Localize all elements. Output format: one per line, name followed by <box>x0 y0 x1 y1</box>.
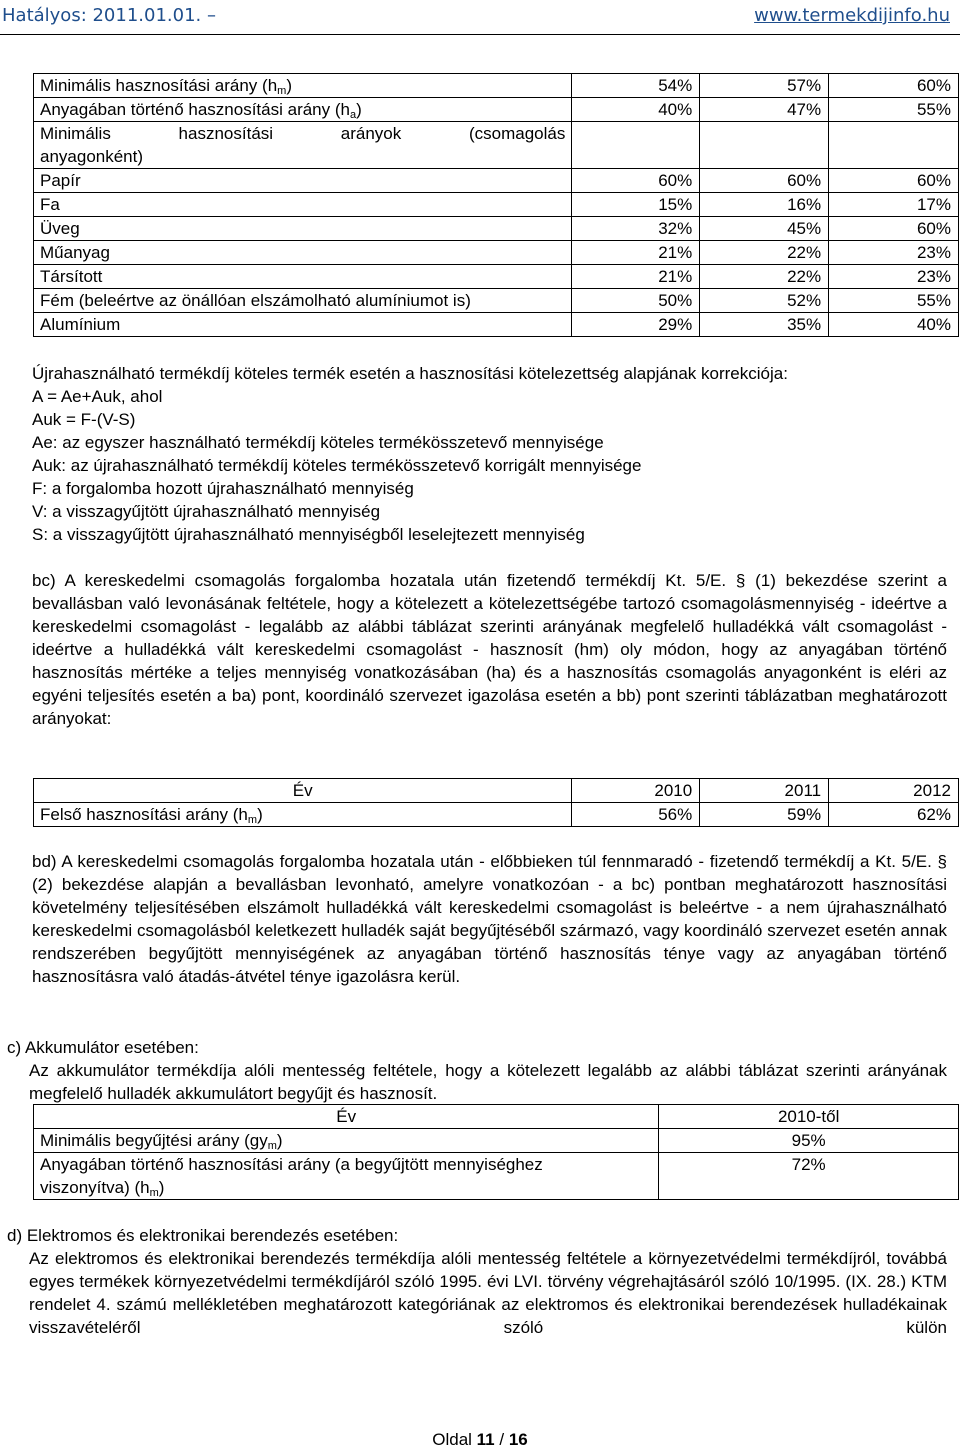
year-cell: 2011 <box>700 779 829 803</box>
formula-line: F: a forgalomba hozott újrahasználható mennyiség <box>32 479 414 498</box>
table-row <box>34 265 959 289</box>
cell-value: 45% <box>700 217 829 241</box>
website-link[interactable]: www.termekdijinfo.hu <box>754 5 950 26</box>
table-row <box>34 313 959 337</box>
page-label: Oldal <box>432 1430 472 1449</box>
year-header: Év <box>34 1105 659 1129</box>
formula-line: Auk = F-(V-S) <box>32 410 136 429</box>
cell-value: 15% <box>572 193 700 217</box>
row-label: Papír <box>34 169 572 193</box>
year-cell: 2012 <box>829 779 959 803</box>
cell-value: 32% <box>572 217 700 241</box>
row-label: Felső hasznosítási arány $(h_m)$ <box>34 803 572 827</box>
formula-line: A = Ae+Auk, ahol <box>32 387 163 406</box>
page-separator: / <box>499 1430 505 1449</box>
table-row <box>34 1129 959 1153</box>
row-label: Minimális hasznosítási arányok (csomagolás anyagonként) <box>34 122 572 169</box>
formula-line: Újrahasználható termékdíj köteles termék esetén a hasznosítási kötelezettség alapjának korrekciója: <box>32 364 788 383</box>
table-row <box>34 122 959 169</box>
table-row <box>34 803 959 827</box>
cell-value: 57% <box>700 74 829 98</box>
cell-value: 56% <box>572 803 700 827</box>
cell-value <box>700 122 829 169</box>
utilization-rates-table <box>33 73 959 337</box>
table-row <box>34 193 959 217</box>
cell-value: 40% <box>572 98 700 122</box>
cell-value: 23% <box>829 265 959 289</box>
paragraph-text: bc) A kereskedelmi csomagolás forgalomba hozatala után fizetendő termékdíj Kt. 5/E. § (1) bekezdése szerint a bevallásban való levonásának feltétele, hogy a kötelezett a kötelezettségébe tartozó csomagolásmennyiség - ideértve a kereskedelmi csomagolást - legalább az alábbi táblázat szerinti arányának megfelelő hulladékká vált csomagolást - ideértve a hulladékká vált kereskedelmi csomagolást - hasznosít (hm) oly módon, hogy az anyagában történő hasznosítás mértéke a teljes mennyiség vonatkozásában (ha) és a hasznosítás csomagolás anyagonként is eléri az egyéni teljesítés esetén a ba) pont, koordináló szervezet igazolása esetén a bb) pont szerinti táblázatban meghatározott arányokat: <box>32 571 947 728</box>
row-label: Anyagában történő hasznosítási arány $(h_a)$ <box>34 98 572 122</box>
row-label: Műanyag <box>34 241 572 265</box>
section-text: Az elektromos és elektronikai berendezés termékdíja alóli mentesség feltétele a környezetvédelmi termékdíjról, továbbá egyes termékek környezetvédelmi termékdíjáról szóló 1995. évi LVI. törvény végrehajtásáról szóló 10/1995. (IX. 28.) KTM rendelet 4. számú mellékletében meghatározott kategóriának az elektromos és elektronikai berendezések hulladékainak visszavételéről szóló külön <box>29 1249 947 1337</box>
row-label: Anyagában történő hasznosítási arány (a begyűjtött mennyiséghez viszonyítva) $(h_m)$ <box>34 1153 659 1200</box>
cell-value <box>572 122 700 169</box>
cell-value: 95% <box>659 1129 959 1153</box>
table-row <box>34 74 959 98</box>
cell-value: 21% <box>572 265 700 289</box>
table-row <box>34 217 959 241</box>
page-current: 11 <box>476 1430 495 1449</box>
paragraph-bc <box>32 569 947 730</box>
row-label: Minimális begyűjtési arány $(gy_m)$ <box>34 1129 659 1153</box>
battery-table <box>33 1104 959 1200</box>
paragraph-bd <box>32 850 947 988</box>
cell-value: 22% <box>700 265 829 289</box>
formula-line: Auk: az újrahasználható termékdíj köteles termékösszetevő korrigált mennyisége <box>32 456 642 475</box>
validity-date: Hatályos: 2011.01.01. – <box>2 5 216 26</box>
cell-value: 21% <box>572 241 700 265</box>
table-row <box>34 169 959 193</box>
section-c <box>7 1036 947 1105</box>
table-row <box>34 98 959 122</box>
paragraph-text: bd) A kereskedelmi csomagolás forgalomba hozatala után - előbbieken túl fennmaradó - fizetendő termékdíj a Kt. 5/E. § (2) bekezdése alapján a bevallásban levonható, amelyre vonatkozóan - a bc) pontban meghatározott hasznosítási követelmény teljesítésében elszámolt hulladékká vált kereskedelmi csomagolást is beleértve - a nem újrahasználható kereskedelmi csomagolásból keletkezett hulladék saját begyűjtéséből származó, vagy koordináló szervezet esetén annak rendszerében begyűjtött mennyiségének az anyagában történő hasznosítás ténye vagy az anyagában történő hasznosításra való átadás-átvétel ténye igazolásra kerül. <box>32 852 947 986</box>
cell-value: 29% <box>572 313 700 337</box>
formula-block <box>32 362 947 546</box>
year-header: Év <box>34 779 572 803</box>
cell-value: 52% <box>700 289 829 313</box>
cell-value: 60% <box>700 169 829 193</box>
cell-value: 59% <box>700 803 829 827</box>
row-label: Alumínium <box>34 313 572 337</box>
cell-value: 22% <box>700 241 829 265</box>
formula-line: V: a visszagyűjtött újrahasználható mennyiség <box>32 502 381 521</box>
formula-line: Ae: az egyszer használható termékdíj köteles termékösszetevő mennyisége <box>32 433 604 452</box>
cell-value <box>829 122 959 169</box>
cell-value: 17% <box>829 193 959 217</box>
year-cell: 2010-től <box>659 1105 959 1129</box>
table-row <box>34 241 959 265</box>
table-header-row <box>34 779 959 803</box>
cell-value: 40% <box>829 313 959 337</box>
cell-value: 60% <box>829 217 959 241</box>
cell-value: 60% <box>572 169 700 193</box>
row-label: Üveg <box>34 217 572 241</box>
cell-value: 60% <box>829 169 959 193</box>
row-label: Társított <box>34 265 572 289</box>
section-text: Az akkumulátor termékdíja alóli mentesség feltétele, hogy a kötelezett legalább az alábbi táblázat szerinti arányának megfelelő hulladék akkumulátort begyűjt és hasznosít. <box>29 1061 947 1103</box>
table-row <box>34 1153 959 1200</box>
cell-value: 35% <box>700 313 829 337</box>
cell-value: 54% <box>572 74 700 98</box>
section-d <box>7 1224 947 1339</box>
cell-value: 16% <box>700 193 829 217</box>
row-label: Minimális hasznosítási arány $(h_m)$ <box>34 74 572 98</box>
cell-value: 72% <box>659 1153 959 1200</box>
cell-value: 62% <box>829 803 959 827</box>
page-total: 16 <box>508 1430 528 1449</box>
page-footer <box>0 1428 960 1451</box>
table-row <box>34 289 959 313</box>
row-label: Fém (beleértve az önállóan elszámolható alumíniumot is) <box>34 289 572 313</box>
year-cell: 2010 <box>572 779 700 803</box>
cell-value: 55% <box>829 98 959 122</box>
cell-value: 50% <box>572 289 700 313</box>
cell-value: 47% <box>700 98 829 122</box>
table-header-row <box>34 1105 959 1129</box>
formula-line: S: a visszagyűjtött újrahasználható mennyiségből leselejtezett mennyiség <box>32 525 585 544</box>
section-heading: d) Elektromos és elektronikai berendezés esetében: <box>7 1226 399 1245</box>
cell-value: 23% <box>829 241 959 265</box>
cell-value: 60% <box>829 74 959 98</box>
cell-value: 55% <box>829 289 959 313</box>
upper-rate-table <box>33 778 959 827</box>
page-header <box>0 0 960 35</box>
row-label: Fa <box>34 193 572 217</box>
section-heading: c) Akkumulátor esetében: <box>7 1038 199 1057</box>
